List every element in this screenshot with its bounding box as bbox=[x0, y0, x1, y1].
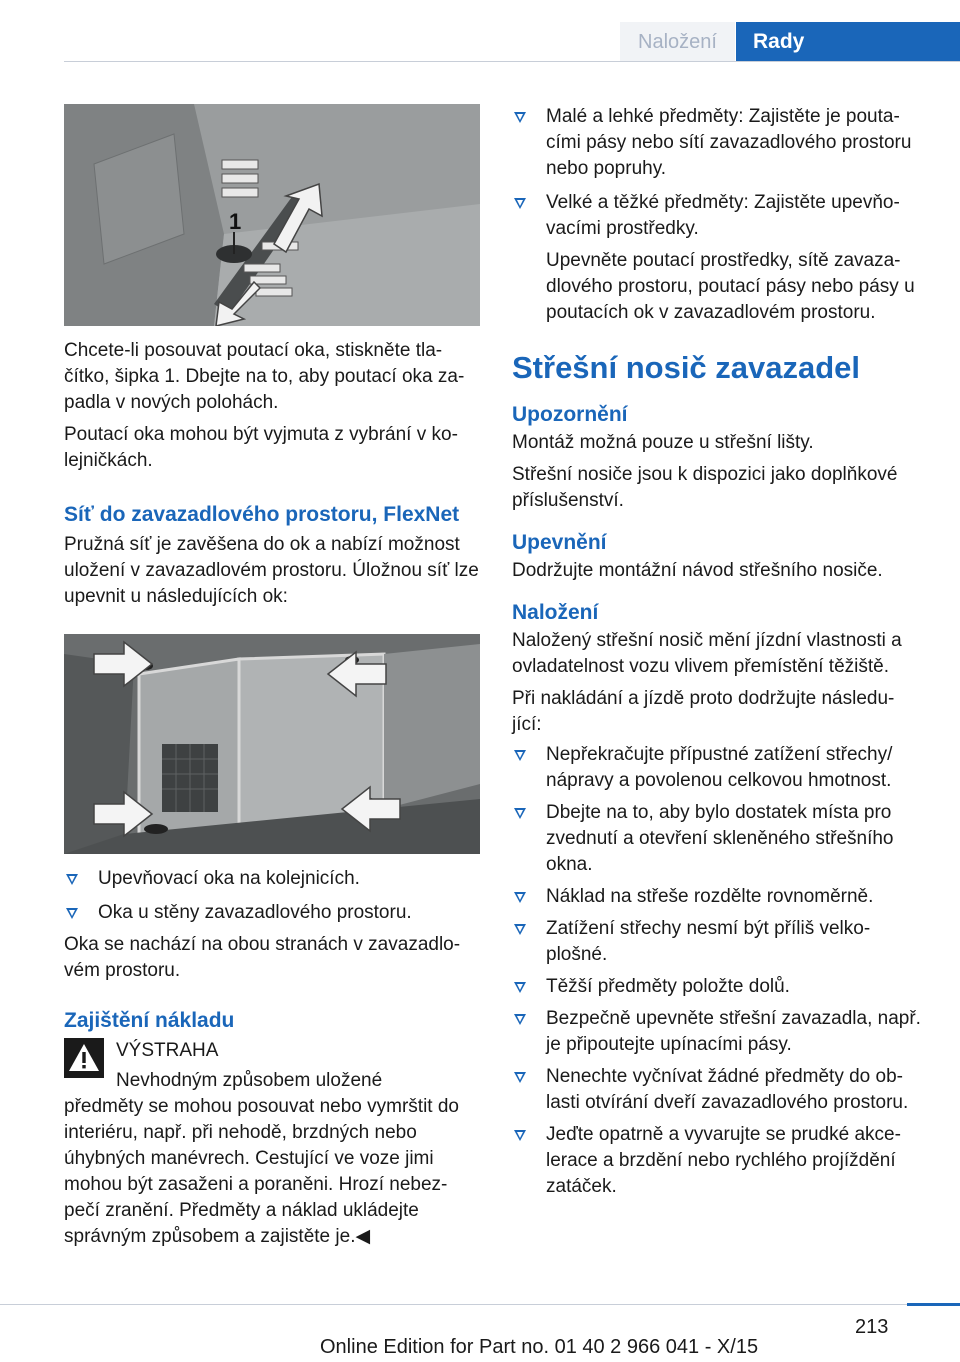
footer-rule bbox=[0, 1304, 907, 1305]
paragraph-flexnet: Pružná síť je zavěšena do ok a nabízí možnost uložení v zavazadlovém prostoru. Úložnou síť lze upevnit u následujících ok: bbox=[64, 534, 479, 607]
triangle-bullet-icon bbox=[514, 198, 526, 209]
heading-loading: Naložení bbox=[512, 601, 599, 624]
figure-callout-1: 1 bbox=[229, 209, 242, 234]
list-item: Těžší předměty položte dolů. bbox=[512, 974, 928, 1000]
triangle-bullet-icon bbox=[514, 112, 526, 123]
list-item: Zatížení střechy nesmí být příliš velko‐ plošné. bbox=[512, 916, 928, 968]
list-item: Jeďte opatrně a vyvarujte se prudké akce‐ lerace a brzdění nebo rychlého projíždění zatáček. bbox=[512, 1122, 928, 1200]
header-section-label: Naložení bbox=[638, 30, 717, 53]
right-column bbox=[512, 104, 928, 1200]
warning-text: předměty se mohou posouvat nebo vymrštit do interiéru, např. při nehodě, brzdných nebo úhybných manévrech. Cestující ve voze jimi mohou být zasaženi a poraněni. Hrozí nebez‐ pečí zranění. Předměty a náklad ukládejte správným způsobem a zajistěte je.◀ bbox=[64, 1096, 459, 1247]
figure-trunk-eyes bbox=[64, 634, 480, 854]
list-item: Dbejte na to, aby bylo dostatek místa pro zvednutí a otevření skleněného střešního okna. bbox=[512, 800, 928, 878]
paragraph-notice-1: Montáž možná pouze u střešní lišty. bbox=[512, 432, 814, 453]
warning-first-line: Nevhodným způsobem uložené bbox=[116, 1070, 383, 1091]
list-item: Velké a těžké předměty: Zajistěte upevňo‐ vacími prostředky. bbox=[512, 190, 928, 242]
paragraph-eyes-both-sides: Oka se nachází na obou stranách v zavazadlo‐ vém prostoru. bbox=[64, 934, 461, 981]
triangle-bullet-icon bbox=[66, 874, 78, 885]
triangle-bullet-icon bbox=[514, 1130, 526, 1141]
warning-icon bbox=[64, 1038, 104, 1078]
header-tab-section bbox=[620, 22, 735, 62]
rail-illustration bbox=[64, 104, 480, 326]
list-item: Nenechte vyčnívat žádné předměty do ob‐ lasti otvírání dveří zavazadlového prostoru. bbox=[512, 1064, 928, 1116]
list-item: Upevňovací oka na kolejnicích. bbox=[64, 866, 482, 892]
heading-notice: Upozornění bbox=[512, 403, 628, 426]
heading-mounting: Upevnění bbox=[512, 531, 607, 554]
triangle-bullet-icon bbox=[514, 982, 526, 993]
list-item: Nepřekračujte přípustné zatížení střechy/ nápravy a povolenou celkovou hmotnost. bbox=[512, 742, 928, 794]
page-number: 213 bbox=[855, 1316, 889, 1338]
header-tab-chapter bbox=[736, 22, 960, 62]
triangle-bullet-icon bbox=[514, 808, 526, 819]
list-item: Oka u stěny zavazadlového prostoru. bbox=[64, 900, 482, 926]
list-eye-locations bbox=[64, 866, 482, 926]
list-secure-objects bbox=[512, 104, 928, 242]
warning-block bbox=[64, 1038, 482, 1094]
list-item: Bezpečně upevněte střešní zavazadla, např. je připoutejte upínacími pásy. bbox=[512, 1006, 928, 1058]
heading-secure-load: Zajištění nákladu bbox=[64, 1009, 235, 1032]
figure-tie-down-rail bbox=[64, 104, 480, 326]
left-column bbox=[64, 104, 482, 1250]
triangle-bullet-icon bbox=[514, 1072, 526, 1083]
edition-note: Online Edition for Part no. 01 40 2 966 041 - X/15 bbox=[320, 1336, 759, 1358]
paragraph-notice-2: Střešní nosiče jsou k dispozici jako doplňkové příslušenství. bbox=[512, 464, 898, 511]
list-item: Náklad na střeše rozdělte rovnoměrně. bbox=[512, 884, 928, 910]
paragraph-mounting: Dodržujte montážní návod střešního nosiče. bbox=[512, 560, 883, 581]
header-rule bbox=[64, 61, 960, 62]
heading-roof-rack: Střešní nosič zavazadel bbox=[512, 350, 861, 385]
triangle-bullet-icon bbox=[514, 750, 526, 761]
header-chapter-label: Rady bbox=[753, 30, 805, 53]
paragraph-remove-eyes: Poutací oka mohou být vyjmuta z vybrání v ko‐ lejničkách. bbox=[64, 424, 458, 471]
triangle-bullet-icon bbox=[514, 924, 526, 935]
paragraph-loading-2: Při nakládání a jízdě proto dodržujte následu‐ jící: bbox=[512, 688, 895, 735]
list-item: Malé a lehké předměty: Zajistěte je pouta‐ cími pásy nebo sítí zavazadlového prostoru nebo popruhy. bbox=[512, 104, 928, 182]
triangle-bullet-icon bbox=[514, 1014, 526, 1025]
paragraph-fasten-means: Upevněte poutací prostředky, sítě zavaza‐ dlového prostoru, poutací pásy nebo pásy u poutacích ok v zavazadlovém prostoru. bbox=[546, 250, 915, 323]
paragraph-loading-1: Naložený střešní nosič mění jízdní vlastnosti a ovladatelnost vozu vlivem přemístění těžiště. bbox=[512, 630, 902, 677]
footer-accent-rule bbox=[907, 1303, 960, 1306]
triangle-bullet-icon bbox=[66, 908, 78, 919]
list-loading-rules bbox=[512, 742, 928, 1200]
heading-flexnet: Síť do zavazadlového prostoru, FlexNet bbox=[64, 503, 460, 526]
warning-title: VÝSTRAHA bbox=[116, 1040, 219, 1061]
paragraph-move-eyes: Chcete-li posouvat poutací oka, stiskněte tla‐ čítko, šipka 1. Dbejte na to, aby poutací oka za‐ padla v nových polohách. bbox=[64, 340, 465, 413]
triangle-bullet-icon bbox=[514, 892, 526, 903]
trunk-illustration bbox=[64, 634, 480, 854]
